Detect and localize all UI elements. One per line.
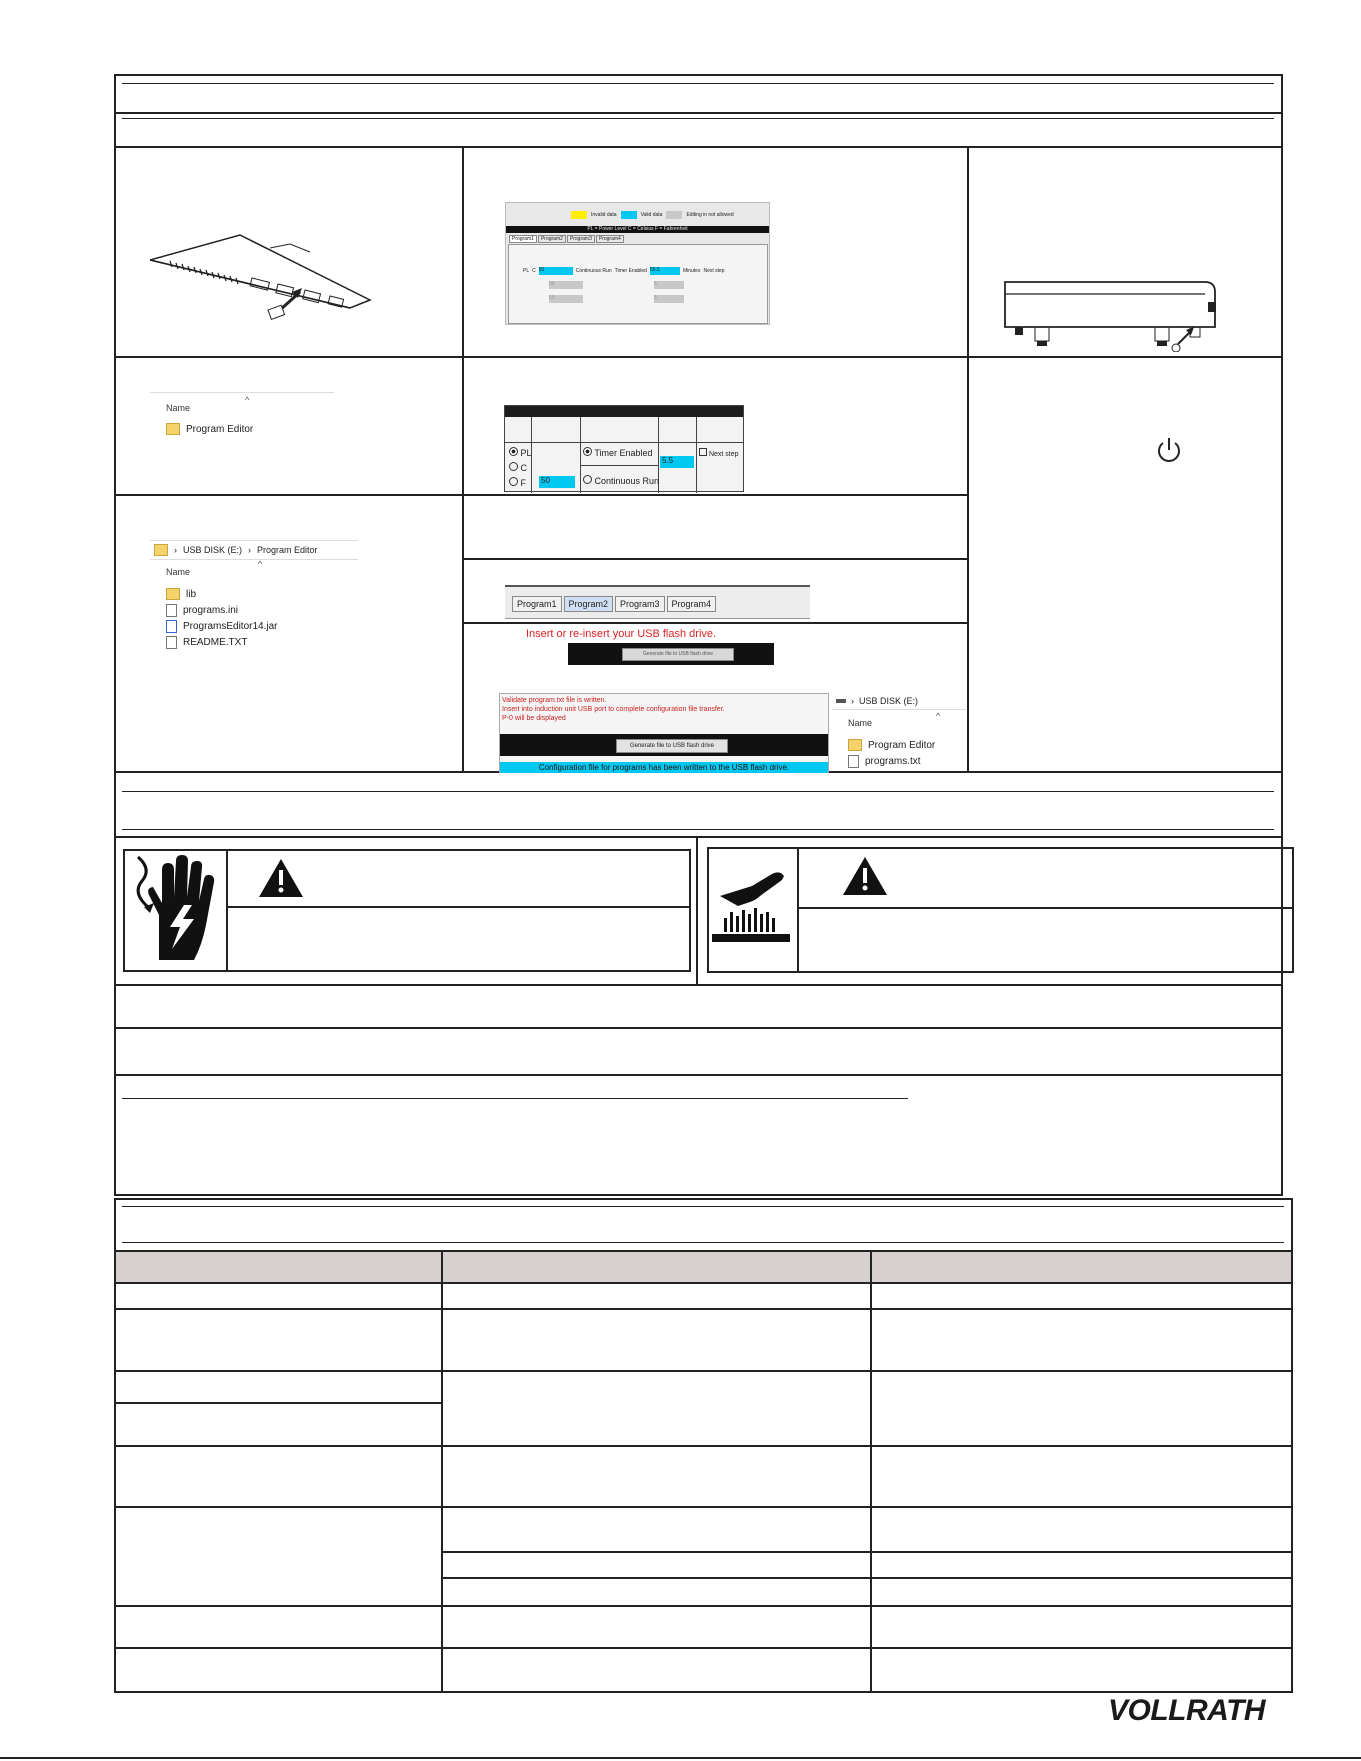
warning-box-divider: [226, 906, 691, 908]
table-rule: [114, 1250, 1293, 1252]
table-rule: [443, 1551, 1293, 1553]
file-name: Program Editor: [186, 423, 254, 435]
sort-chevron-icon: ^: [258, 559, 263, 569]
folder-icon: [848, 739, 862, 751]
file-explorer-panel: [150, 392, 334, 452]
generate-file-button[interactable]: Generate file to USB flash drive: [616, 739, 728, 753]
list-item[interactable]: programs.ini: [166, 602, 238, 618]
legend-invalid: Invalid data: [591, 212, 617, 218]
timer-field[interactable]: 55.5: [650, 267, 680, 275]
timer-field[interactable]: 5.5: [660, 456, 694, 468]
legend-editing: Editing in not allowed: [686, 212, 734, 218]
name-column-header[interactable]: Name: [166, 567, 191, 577]
key-bar: PL = Power Level C = Celsius F = Fahrenheit: [506, 226, 769, 233]
section-rule: [122, 829, 1274, 830]
list-item[interactable]: ProgramsEditor14.jar: [166, 618, 277, 634]
table-rule: [114, 1605, 1293, 1607]
next-step-label: Next step: [703, 268, 725, 274]
file-explorer-panel: [832, 693, 966, 773]
program-tabs-strip: [505, 585, 810, 619]
list-item[interactable]: lib: [166, 586, 196, 602]
laptop-usb-illustration: [150, 230, 380, 330]
radio-c[interactable]: C: [509, 461, 532, 476]
section-rule: [114, 1074, 1283, 1076]
tab-program3[interactable]: Program3: [615, 596, 665, 612]
row-label-pl: PL: [523, 268, 530, 274]
step-settings-panel: [504, 405, 744, 492]
grid-divider: [967, 146, 969, 773]
breadcrumb-separator: ›: [248, 545, 252, 555]
list-item[interactable]: [166, 421, 253, 437]
section-rule: [114, 984, 1283, 986]
text-file-icon: [166, 636, 177, 649]
program-editor-screenshot: [505, 202, 770, 325]
warning-box-divider: [797, 847, 799, 973]
title-rule-1: [122, 83, 1274, 84]
value-field[interactable]: 50: [539, 476, 575, 488]
row-label-c: C: [532, 268, 536, 274]
next-step-checkbox[interactable]: Next step: [699, 448, 739, 458]
vollrath-logo: VOLLRATH: [1108, 1694, 1266, 1727]
hot-surface-warning-box: [707, 847, 1294, 973]
timer-field-disabled: 5: [654, 281, 684, 289]
table-rule: [114, 1647, 1293, 1649]
minutes-label: Minutes: [682, 268, 701, 274]
table-rule: [114, 1445, 1293, 1447]
grid-divider: [114, 356, 1283, 358]
timer-field-disabled: 5: [654, 295, 684, 303]
breadcrumb-usb-disk[interactable]: USB DISK (E:): [859, 696, 919, 706]
log-line: Validate program.txt file is written.: [502, 697, 607, 704]
tab-program4[interactable]: Program4: [667, 596, 717, 612]
section-rule: [122, 1242, 1284, 1243]
warning-box-divider: [797, 907, 1294, 909]
warning-triangle-icon: [258, 858, 304, 898]
radio-pl[interactable]: PL: [509, 446, 532, 461]
value-field[interactable]: 50: [539, 267, 573, 275]
subtitle-rule: [122, 118, 1274, 119]
generate-file-button[interactable]: Generate file to USB flash drive: [622, 648, 734, 661]
grid-top-rule: [114, 146, 1283, 148]
value-field-disabled: 50: [549, 281, 583, 289]
sort-chevron-icon: ^: [245, 395, 250, 405]
usb-written-screenshot: [499, 693, 829, 773]
tab-program1[interactable]: Program1: [512, 596, 562, 612]
table-column-rule: [441, 1250, 443, 1693]
log-line: P-0 will be displayed: [502, 715, 566, 722]
folder-icon: [166, 423, 180, 435]
induction-unit-illustration: [1000, 272, 1225, 352]
table-rule: [114, 1282, 1293, 1284]
legend-valid: Valid data: [640, 212, 663, 218]
timer-enabled-radio[interactable]: Timer Enabled: [583, 447, 653, 458]
table-header-row: [116, 1252, 1291, 1282]
name-column-header[interactable]: Name: [166, 403, 191, 413]
warning-box-divider: [226, 849, 228, 972]
breadcrumb-usb-disk[interactable]: USB DISK (E:): [183, 545, 243, 555]
radio-f[interactable]: F: [509, 476, 532, 491]
status-bar: Configuration file for programs has been written to the USB flash drive.: [500, 762, 828, 773]
continuous-run-radio[interactable]: Continuous Run: [583, 475, 659, 486]
name-column-header[interactable]: Name: [848, 718, 873, 728]
table-rule: [443, 1577, 1293, 1579]
breadcrumb-program-editor[interactable]: Program Editor: [257, 545, 318, 555]
underline-rule: [122, 1098, 908, 1099]
file-explorer-panel: [150, 540, 358, 655]
value-field-disabled: 50: [549, 295, 583, 303]
grid-divider: [464, 558, 969, 560]
hot-surface-icon: [710, 866, 794, 950]
table-rule: [114, 1506, 1293, 1508]
tab-program4[interactable]: Program4: [596, 235, 624, 243]
list-item[interactable]: programs.txt: [848, 753, 921, 769]
breadcrumb-separator: ›: [174, 545, 177, 555]
grid-divider: [114, 494, 969, 496]
title-rule-2: [114, 112, 1283, 114]
table-column-rule: [870, 1250, 872, 1693]
usb-prompt-bar: [568, 643, 774, 665]
table-rule: [114, 1308, 1293, 1310]
tab-program2[interactable]: Program2: [538, 235, 566, 243]
continuous-run-label: Continuous Run: [575, 268, 612, 274]
usb-prompt-message: Insert or re-insert your USB flash drive.: [525, 628, 717, 640]
list-item[interactable]: README.TXT: [166, 634, 247, 650]
log-line: Insert into induction unit USB port to complete configuration file transfer.: [502, 706, 725, 713]
folder-icon: [154, 544, 168, 556]
settings-file-icon: [166, 604, 177, 617]
text-file-icon: [848, 755, 859, 768]
grid-divider: [464, 622, 969, 624]
sort-chevron-icon: ^: [936, 711, 941, 721]
section-rule: [122, 1206, 1284, 1207]
tab-program2[interactable]: Program2: [564, 596, 614, 612]
table-rule: [114, 1402, 441, 1404]
timer-enabled-label: Timer Enabled: [614, 268, 647, 274]
grid-divider: [462, 146, 464, 773]
electric-shock-icon: [134, 855, 216, 965]
section-rule: [114, 836, 1283, 838]
jar-file-icon: [166, 620, 177, 633]
drive-icon: [836, 699, 846, 703]
folder-icon: [166, 588, 180, 600]
warning-triangle-icon: [842, 856, 888, 896]
table-rule: [114, 1370, 1293, 1372]
list-item[interactable]: Program Editor: [848, 737, 935, 753]
power-icon: [1156, 436, 1182, 464]
footer-rule: [0, 1757, 1361, 1759]
breadcrumb-separator: ›: [851, 696, 854, 706]
section-rule: [122, 791, 1274, 792]
section-rule: [114, 1027, 1283, 1029]
tab-program1[interactable]: Program1: [509, 235, 537, 243]
tab-program3[interactable]: Program3: [567, 235, 595, 243]
warning-divider: [696, 836, 698, 986]
